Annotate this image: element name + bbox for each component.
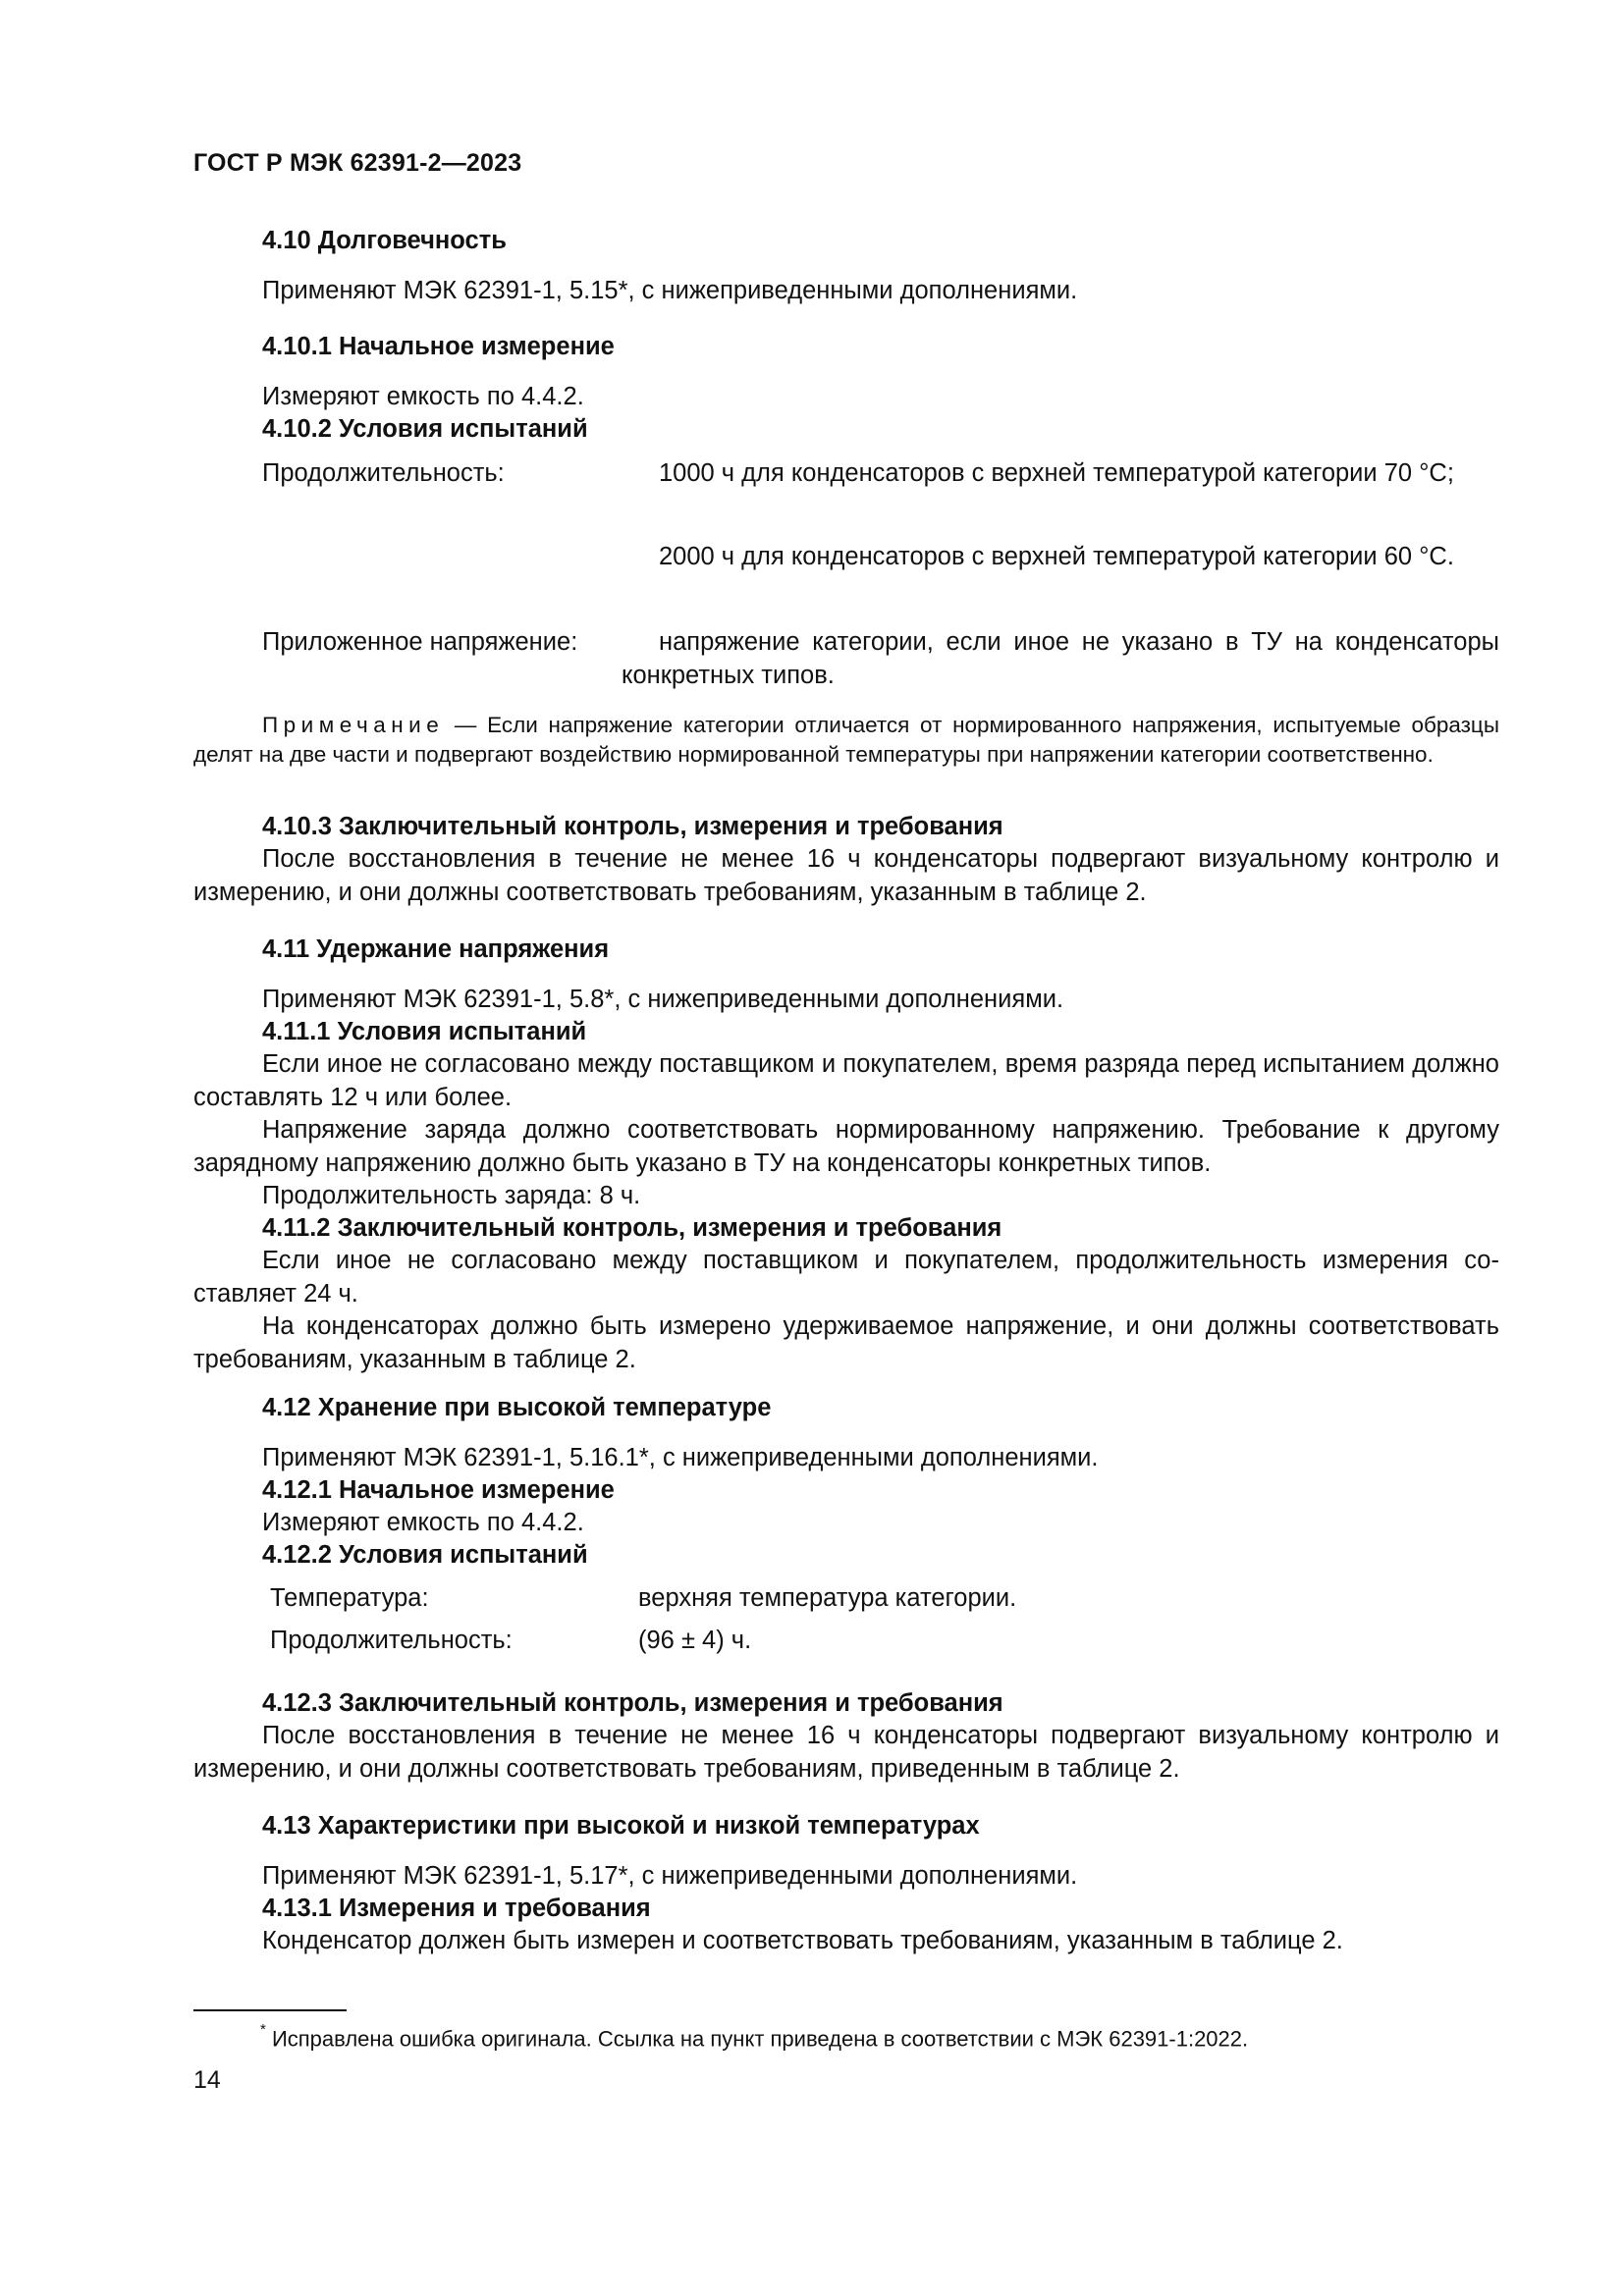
storage-duration-label: Продолжительность: — [270, 1627, 513, 1654]
storage-duration-value: (96 ± 4) ч. — [638, 1627, 752, 1654]
duration-label: Продолжительность: — [262, 459, 505, 487]
section-4-11-2-paragraph-2: На конденсаторах должно быть измерено удерживаемое напряжение, и они должны соответствовать требованиям, указанным в таблице 2. — [193, 1312, 1499, 1373]
footnote-mark: * — [260, 2021, 266, 2038]
section-4-10-title: 4.10 Долговечность — [262, 227, 507, 254]
applied-voltage-label: Приложенное напряжение: — [262, 628, 578, 656]
section-4-12-1-title: 4.12.1 Начальное измерение — [262, 1476, 615, 1504]
note-label: Примечание — [262, 713, 445, 737]
applied-voltage-value: напряжение категории, если иное не указано в ТУ на конденсаторы конкретных типов. — [622, 628, 1499, 689]
footnote-text: Исправлена ошибка оригинала. Ссылка на пункт приведена в соответствии с МЭК 62391-1:2022. — [265, 2026, 1249, 2052]
temperature-label: Температура: — [270, 1584, 429, 1612]
section-4-10-text: Применяют МЭК 62391-1, 5.15*, с нижеприведенными дополнениями. — [262, 277, 1078, 304]
section-4-11-1-paragraph-2: Напряжение заряда должно соответствовать нормированному напряжению. Требование к другому зарядному напряжению должно быть указано в ТУ на конденсаторы конкретных типов. — [193, 1116, 1499, 1177]
section-4-10-1-title: 4.10.1 Начальное измерение — [262, 333, 615, 360]
section-4-12-title: 4.12 Хранение при высокой температуре — [262, 1394, 772, 1421]
section-4-11-1-title: 4.11.1 Условия испытаний — [262, 1018, 587, 1045]
section-4-12-text: Применяют МЭК 62391-1, 5.16.1*, с нижеприведенными дополнениями. — [262, 1444, 1099, 1471]
section-4-13-1-text: Конденсатор должен быть измерен и соответствовать требованиям, указанным в таблице 2. — [262, 1927, 1343, 1954]
temperature-value: верхняя температура категории. — [638, 1584, 1017, 1612]
section-4-12-3-title: 4.12.3 Заключительный контроль, измерения и требования — [262, 1689, 1003, 1717]
section-4-12-2-title: 4.12.2 Условия испытаний — [262, 1541, 588, 1569]
section-4-12-3-text: После восстановления в течение не менее 16 ч конденсаторы подвергают визуальному контролю и измерению, и они должны соответствовать требованиям, приведенным в таблице 2. — [193, 1722, 1499, 1783]
section-4-13-text: Применяют МЭК 62391-1, 5.17*, с нижеприведенными дополнениями. — [262, 1862, 1078, 1890]
section-4-13-title: 4.13 Характеристики при высокой и низкой температурах — [262, 1812, 980, 1840]
note-text: — Если напряжение категории отличается от нормированного напряжения, испытуемые образцы делят на две части и подвергают воздействию нормированной температуры при напряжении категории соответственно. — [193, 713, 1499, 767]
section-4-11-1-paragraph-1: Если иное не согласовано между поставщиком и покупателем, время разряда перед испытанием должно составлять 12 ч или более. — [193, 1050, 1499, 1111]
section-4-10-3-title: 4.10.3 Заключительный контроль, измерения и требования — [262, 813, 1003, 840]
section-4-11-text: Применяют МЭК 62391-1, 5.8*, с нижеприведенными дополнениями. — [262, 986, 1064, 1013]
note-paragraph — [193, 711, 1499, 770]
section-4-11-title: 4.11 Удержание напряжения — [262, 935, 610, 963]
document-header-code: ГОСТ Р МЭК 62391-2—2023 — [193, 149, 522, 177]
page-number: 14 — [193, 2066, 221, 2094]
duration-value-1: 1000 ч для конденсаторов с верхней температурой категории 70 °C; — [659, 459, 1454, 487]
section-4-10-2-title: 4.10.2 Условия испытаний — [262, 415, 588, 443]
section-4-11-2-title: 4.11.2 Заключительный контроль, измерения и требования — [262, 1214, 1002, 1242]
footnote-separator — [193, 2009, 347, 2011]
section-4-10-3-text: После восстановления в течение не менее 16 ч конденсаторы подвергают визуальному контролю и измерению, и они должны соответствовать требованиям, указанным в таблице 2. — [193, 845, 1499, 906]
section-4-13-1-title: 4.13.1 Измерения и требования — [262, 1895, 651, 1922]
section-4-11-2-paragraph-1: Если иное не согласовано между поставщиком и покупателем, продолжительность измерения составляет 24 ч. — [193, 1247, 1499, 1308]
footnote — [260, 2019, 1497, 2054]
section-4-12-1-text: Измеряют емкость по 4.4.2. — [262, 1509, 584, 1536]
duration-value-2: 2000 ч для конденсаторов с верхней температурой категории 60 °C. — [659, 543, 1454, 570]
section-4-10-1-text: Измеряют емкость по 4.4.2. — [262, 383, 584, 410]
section-4-11-1-paragraph-3: Продолжительность заряда: 8 ч. — [262, 1182, 641, 1209]
